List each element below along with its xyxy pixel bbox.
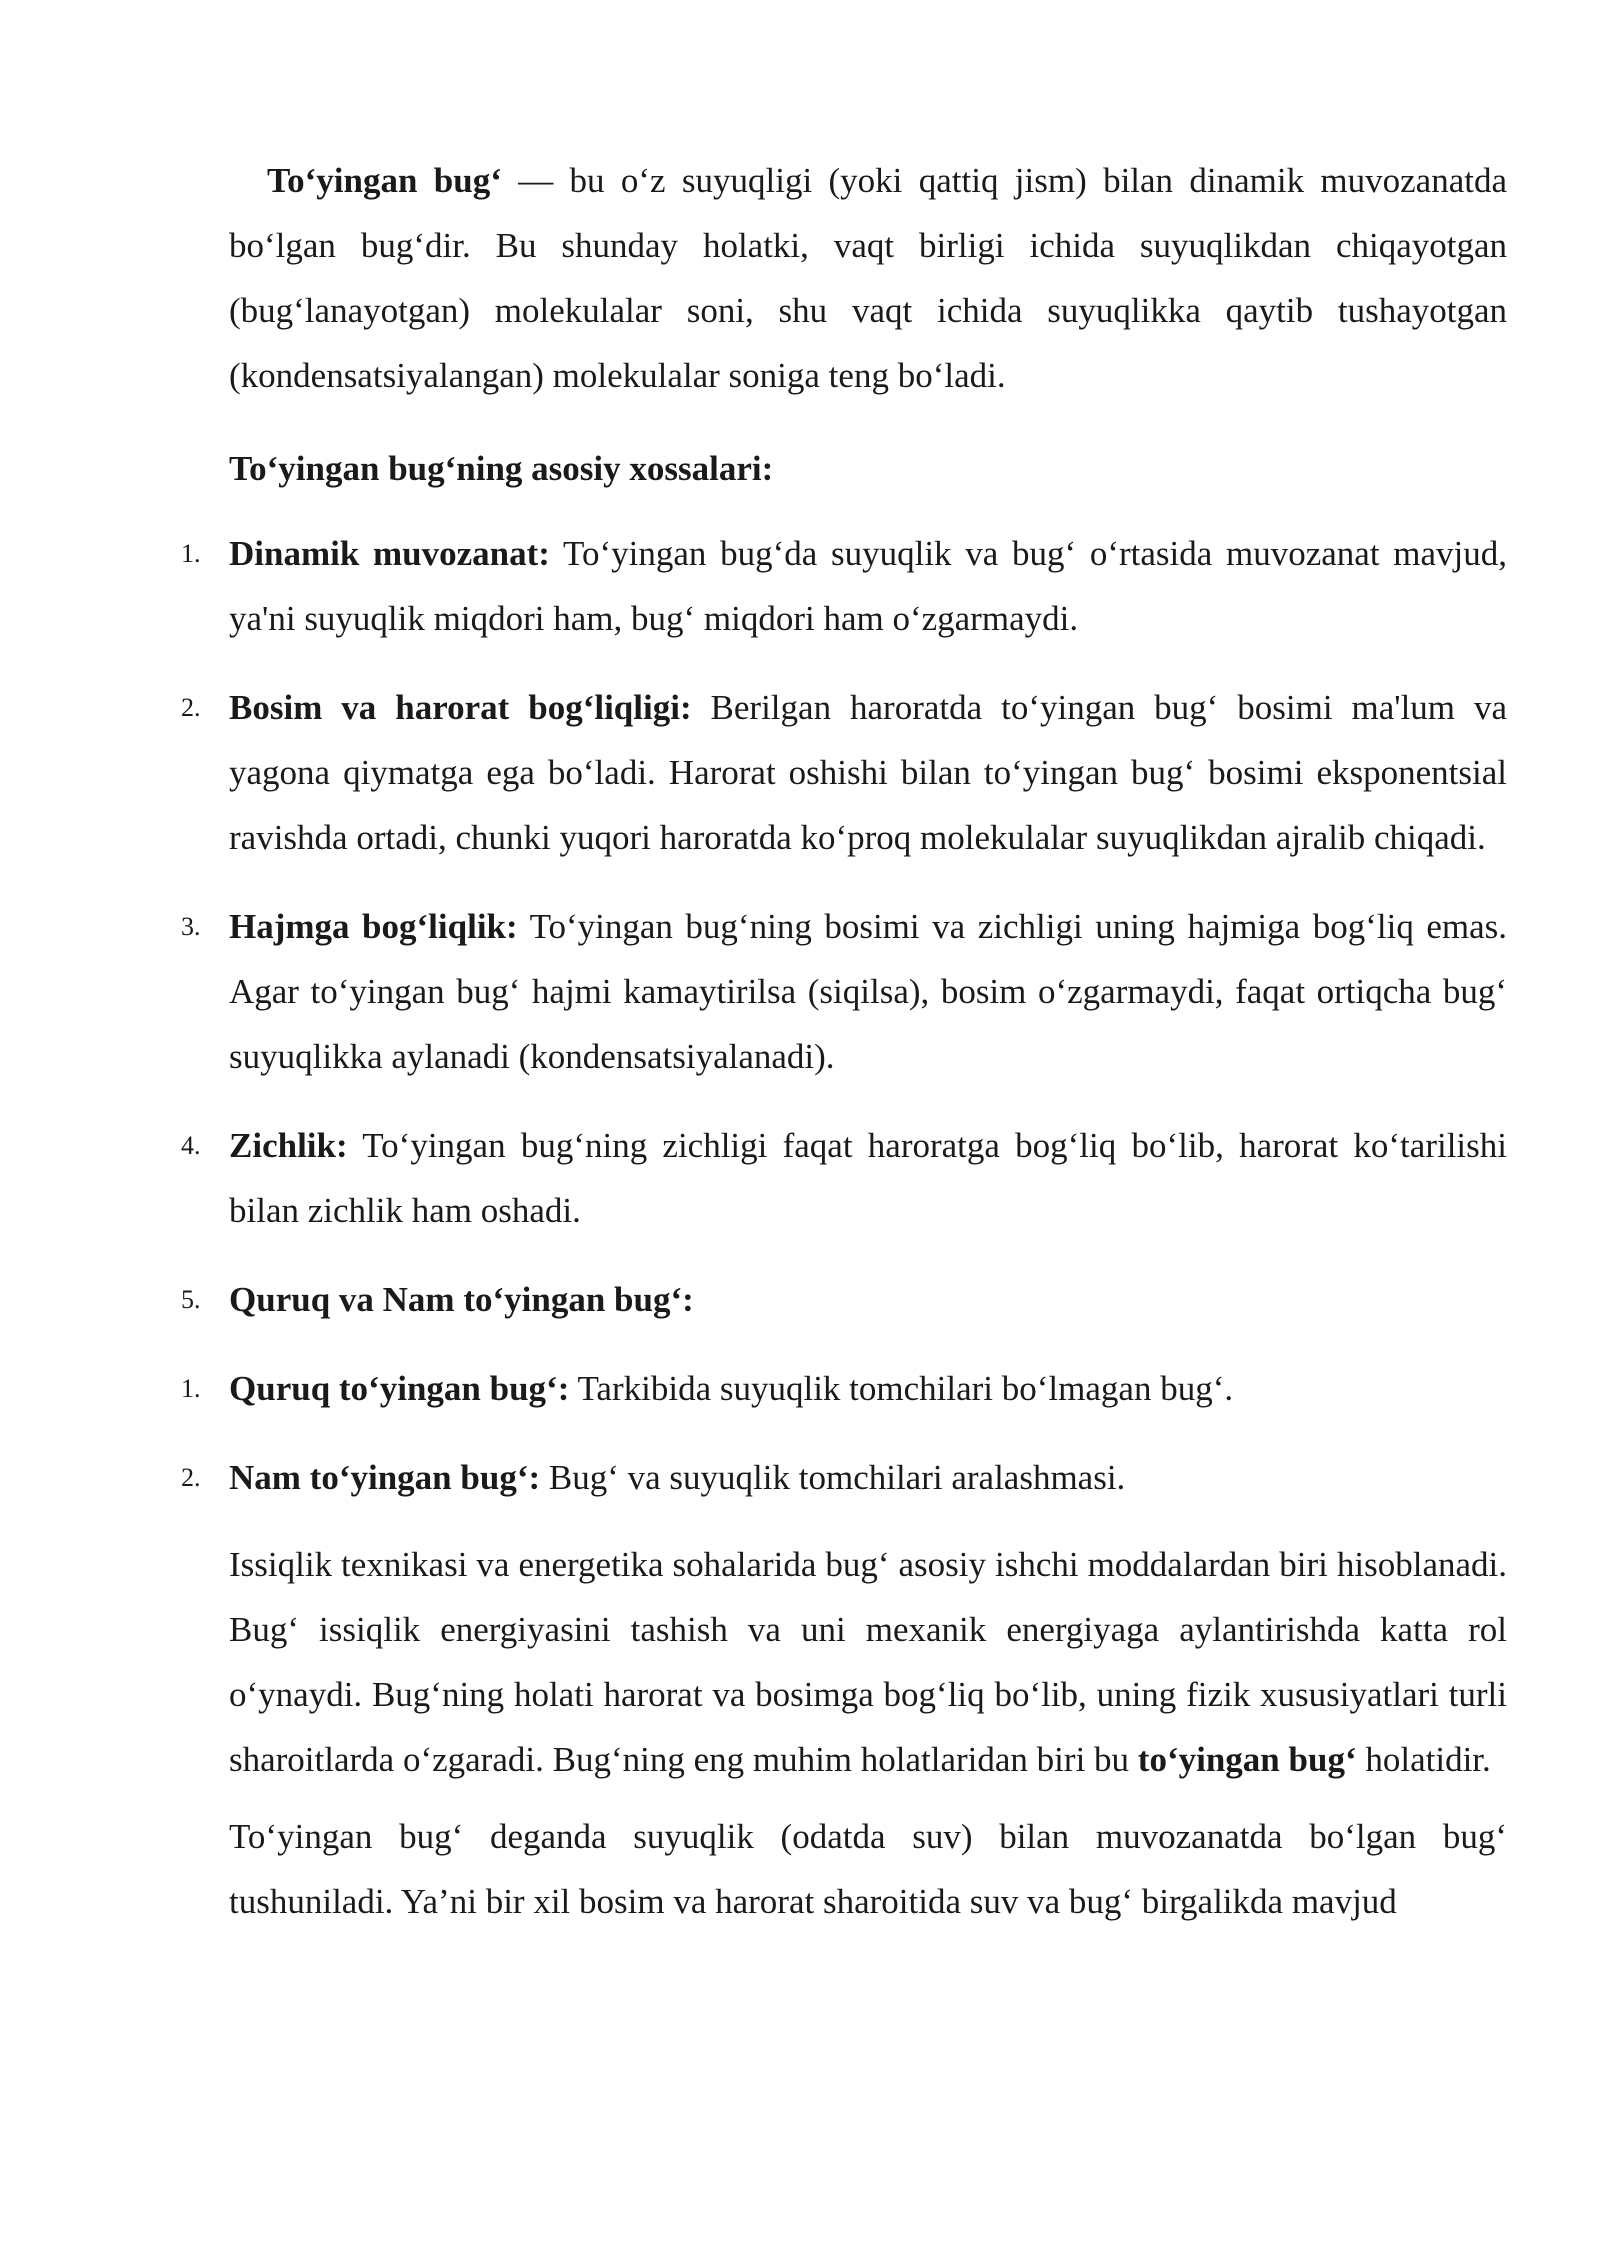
intro-text: — bu o‘z suyuqligi (yoki qattiq jism) bilan dinamik muvozanatda bo‘lgan bug‘dir. Bu shunday holatki, vaqt birligi ichida suyuqlikdan chiqayotgan (bug‘lanayotgan) molekulalar soni, shu vaqt ichida suyuqlikka qaytib tushayotgan (kondensatsiyalangan) molekulalar soniga teng bo‘ladi.	[229, 161, 1508, 395]
list-marker: 2.	[181, 1463, 201, 1492]
list-marker: 5.	[181, 1285, 201, 1314]
list-marker: 4.	[181, 1131, 201, 1160]
intro-term: To‘yingan bug‘	[267, 161, 502, 200]
list-item-term: Quruq to‘yingan bug‘:	[229, 1369, 570, 1408]
intro-paragraph	[229, 148, 1507, 408]
list-item-text: To‘yingan bug‘ning zichligi faqat haroratga bog‘liq bo‘lib, harorat ko‘tarilishi bilan zichlik ham oshadi.	[229, 1126, 1507, 1230]
list-item	[181, 1267, 1507, 1332]
list-item	[181, 1445, 1507, 1510]
body-paragraph	[229, 1532, 1507, 1792]
list-item	[181, 1113, 1507, 1243]
body-text-last: To‘yingan bug‘ deganda suyuqlik (odatda suv) bilan muvozanatda bo‘lgan bug‘ tushuniladi. Ya’ni bir xil bosim va harorat sharoitida suv va bug‘ birgalikda mavjud	[229, 1817, 1507, 1921]
list-item-term: Dinamik muvozanat:	[229, 534, 550, 573]
body-text-end: holatidir.	[1356, 1740, 1491, 1779]
list-item	[181, 894, 1508, 1089]
list-item-text: To‘yingan bug‘da suyuqlik va bug‘ o‘rtasida muvozanat mavjud, ya'ni suyuqlik miqdori ham, bug‘ miqdori ham o‘zgarmaydi.	[229, 534, 1507, 638]
body-paragraph-last	[229, 1804, 1507, 1934]
list-item-text: Berilgan haroratda to‘yingan bug‘ bosimi ma'lum va yagona qiymatga ega bo‘ladi. Harorat oshishi bilan to‘yingan bug‘ bosimi eksponentsial ravishda ortadi, chunki yuqori haroratda ko‘proq molekulalar suyuqlikdan ajralib chiqadi.	[229, 688, 1508, 857]
list-item-text: Tarkibida suyuqlik tomchilari bo‘lmagan bug‘.	[569, 1369, 1234, 1408]
list-item-text: To‘yingan bug‘ning bosimi va zichligi uning hajmiga bog‘liq emas. Agar to‘yingan bug‘ hajmi kamaytirilsa (siqilsa), bosim o‘zgarmaydi, faqat ortiqcha bug‘ suyuqlikka aylanadi (kondensatsiyalanadi).	[229, 907, 1508, 1076]
list-marker: 3.	[181, 912, 201, 941]
list-marker: 2.	[181, 693, 201, 722]
document-body	[181, 148, 1508, 1934]
section-heading	[229, 436, 1507, 501]
body-term: to‘yingan bug‘	[1137, 1740, 1357, 1779]
list-item-term: Nam to‘yingan bug‘:	[229, 1458, 541, 1497]
list-item-term: Zichlik:	[229, 1126, 348, 1165]
list-item-text: Bug‘ va suyuqlik tomchilari aralashmasi.	[540, 1458, 1126, 1497]
subtypes-list	[181, 1356, 1507, 1510]
body-text: Issiqlik texnikasi va energetika sohalarida bug‘ asosiy ishchi moddalardan biri hisoblanadi. Bug‘ issiqlik energiyasini tashish va uni mexanik energiyaga aylantirishda katta rol o‘ynaydi. Bug‘ning holati harorat va bosimga bog‘liq bo‘lib, uning fizik xususiyatlari turli sharoitlarda o‘zgaradi. Bug‘ning eng muhim holatlaridan biri bu	[229, 1545, 1507, 1779]
properties-list	[181, 521, 1508, 1332]
list-item-term: Quruq va Nam to‘yingan bug‘:	[229, 1280, 694, 1319]
list-marker: 1.	[181, 539, 201, 568]
list-item-term: Bosim va harorat bog‘liqligi:	[229, 688, 692, 727]
list-item	[181, 521, 1507, 651]
section-heading-text: To‘yingan bug‘ning asosiy xossalari:	[229, 449, 774, 488]
list-marker: 1.	[181, 1374, 201, 1403]
list-item-term: Hajmga bog‘liqlik:	[229, 907, 518, 946]
list-item	[181, 1356, 1507, 1421]
list-item	[181, 675, 1508, 870]
